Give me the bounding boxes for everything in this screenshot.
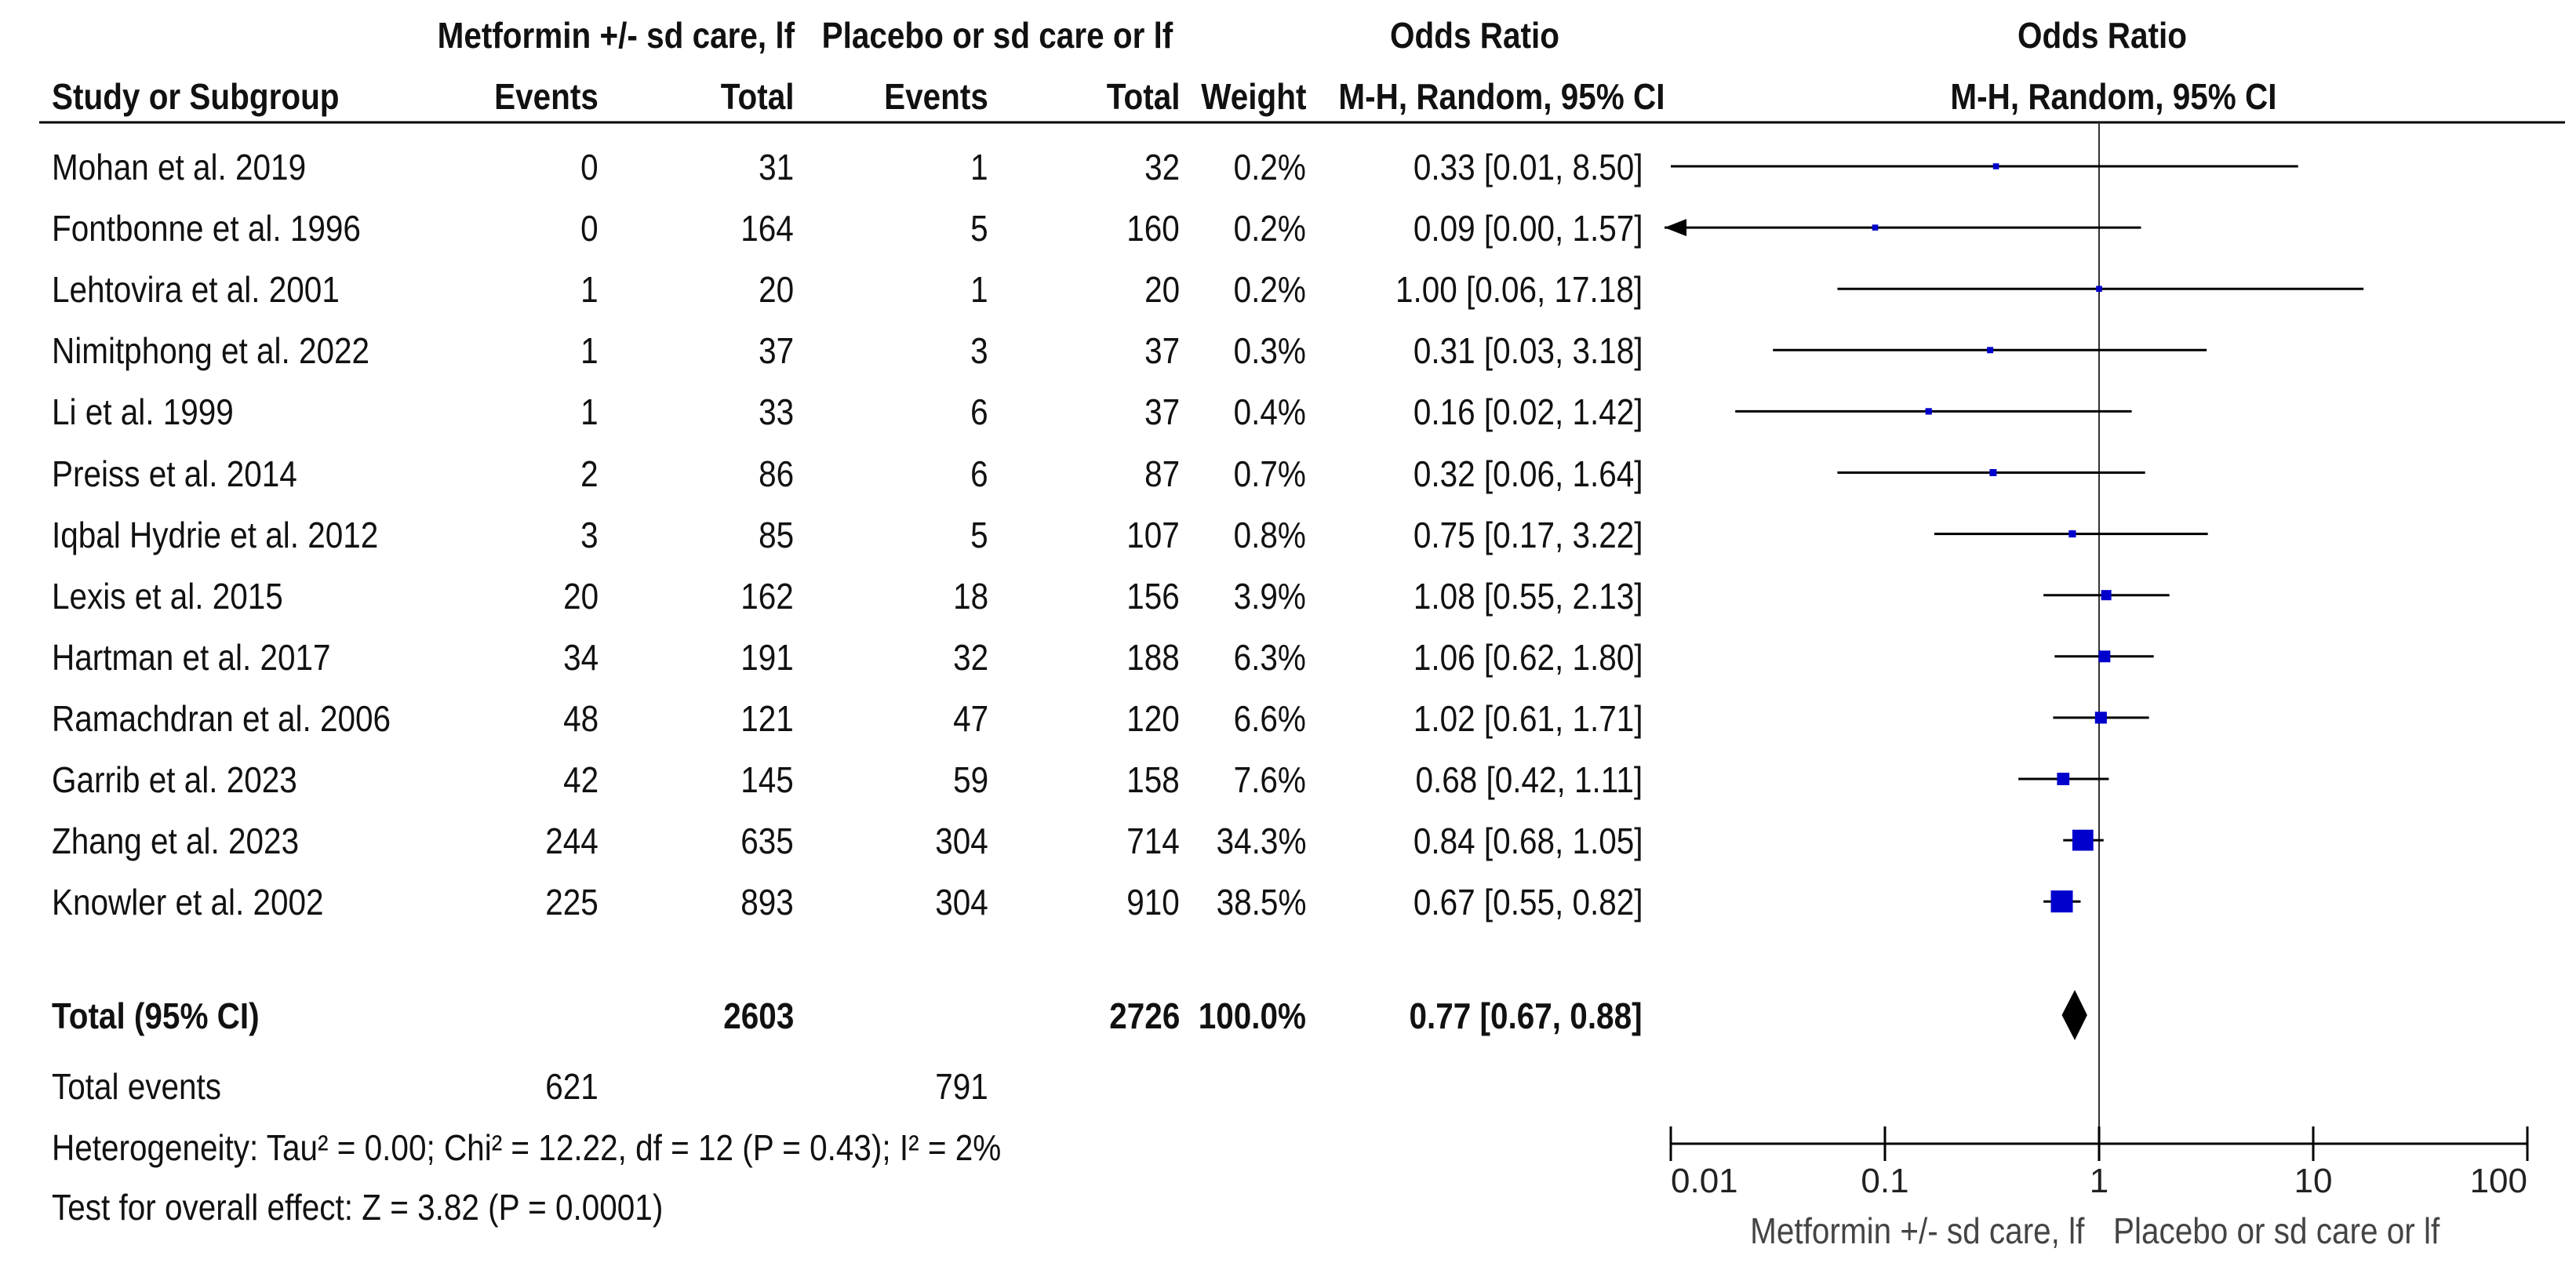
overall-effect-text: Test for overall effect: Z = 3.82 (P = 0.0001) [52,1187,664,1228]
xlabel-left: Metformin +/- sd care, lf [1749,1210,2084,1251]
study-marker [2072,830,2094,851]
total-group2: 714 [1126,821,1180,862]
study-ci-text: 1.00 [0.06, 17.18] [1395,269,1643,311]
study-name: Lexis et al. 2015 [52,575,283,617]
x-tick-label: 100 [2469,1162,2527,1200]
study-name: Mohan et al. 2019 [52,147,307,187]
events-group2: 6 [970,453,988,494]
total-group1: 85 [758,514,794,555]
study-ci-text: 0.68 [0.42, 1.11] [1415,759,1643,800]
study-weight: 0.4% [1233,391,1306,433]
events-group2: 5 [970,208,988,249]
total-group2: 158 [1126,759,1180,800]
study-ci-text: 0.84 [0.68, 1.05] [1413,821,1643,862]
study-name: Preiss et al. 2014 [52,453,297,494]
or-plot-title: Odds Ratio [2018,15,2187,56]
events-group1: 1 [580,391,599,433]
total-group1: 893 [740,882,794,923]
column-header-study: Study or Subgroup [52,76,340,117]
study-marker [1993,163,1999,169]
total-events-group2: 791 [935,1066,988,1107]
x-tick-label: 1 [2089,1162,2109,1200]
total-group1: 635 [740,821,794,862]
study-weight: 6.3% [1233,636,1306,678]
study-weight: 38.5% [1216,882,1306,923]
total-weight: 100.0% [1198,995,1306,1036]
events-group1: 1 [580,269,599,311]
study-name: Zhang et al. 2023 [52,821,300,862]
events-group1: 20 [562,575,599,617]
study-marker [2101,590,2112,600]
total-group2: 910 [1126,882,1180,923]
study-marker [1989,469,1996,476]
total-events-label: Total events [52,1066,222,1107]
study-weight: 6.6% [1233,697,1306,739]
events-group1: 48 [562,697,599,739]
study-name: Li et al. 1999 [52,391,234,433]
total-group1: 31 [758,147,794,187]
total-ci-text: 0.77 [0.67, 0.88] [1409,995,1643,1036]
total-group1: 121 [740,697,794,739]
study-marker [2051,890,2073,912]
total-group1: 20 [758,269,794,311]
total-group2: 107 [1126,514,1180,555]
column-header-total2: Total [1106,76,1180,117]
events-group1: 0 [580,208,599,249]
x-tick-label: 0.01 [1671,1162,1738,1200]
total-label: Total (95% CI) [52,995,260,1036]
total-group1: 86 [758,453,794,494]
study-name: Nimitphong et al. 2022 [52,330,370,372]
study-weight: 0.3% [1233,330,1306,372]
total-group2: 37 [1144,330,1180,372]
study-weight: 7.6% [1233,759,1306,800]
events-group2: 1 [970,269,988,311]
or-plot-subtitle: M-H, Random, 95% CI [1950,76,2277,117]
events-group1: 1 [580,330,599,372]
events-group2: 59 [952,759,988,800]
total-group2: 87 [1144,453,1180,494]
study-weight: 0.7% [1233,453,1306,494]
column-header-events2: Events [884,76,988,117]
total-participants-group2: 2726 [1108,995,1180,1036]
study-name: Knowler et al. 2002 [52,882,324,923]
total-group1: 37 [758,330,794,372]
study-weight: 0.8% [1233,514,1306,555]
total-group2: 37 [1144,391,1180,433]
events-group2: 304 [935,882,988,923]
study-weight: 34.3% [1216,821,1306,862]
study-weight: 0.2% [1233,269,1306,311]
total-diamond [2062,990,2087,1040]
study-ci-text: 0.32 [0.06, 1.64] [1413,453,1643,494]
or-text-title: Odds Ratio [1390,15,1559,56]
events-group2: 304 [935,821,988,862]
study-ci-text: 0.67 [0.55, 0.82] [1413,882,1643,923]
x-tick-label: 10 [2294,1162,2333,1200]
or-text-subtitle: M-H, Random, 95% CI [1338,76,1665,117]
events-group2: 18 [952,575,988,617]
study-name: Lehtovira et al. 2001 [52,269,340,311]
study-ci-text: 0.33 [0.01, 8.50] [1413,147,1643,187]
column-header-events1: Events [494,76,599,117]
study-name: Garrib et al. 2023 [52,759,297,800]
study-name: Iqbal Hydrie et al. 2012 [52,514,379,555]
xlabel-right: Placebo or sd care or lf [2113,1210,2440,1251]
total-group2: 156 [1126,575,1180,617]
events-group1: 2 [580,453,599,494]
study-ci-text: 1.08 [0.55, 2.13] [1413,575,1643,617]
events-group1: 225 [545,882,599,923]
total-group1: 191 [740,636,794,678]
events-group2: 6 [970,391,988,433]
total-group1: 33 [758,391,794,433]
events-group1: 0 [580,147,599,187]
group2-title: Placebo or sd care or lf [821,15,1173,56]
study-weight: 0.2% [1233,147,1306,187]
events-group2: 47 [952,697,988,739]
heterogeneity-text: Heterogeneity: Tau² = 0.00; Chi² = 12.22, df = 12 (P = 0.43); I² = 2% [52,1127,1002,1168]
study-weight: 0.2% [1233,208,1306,249]
study-marker [1926,408,1932,414]
study-marker [2095,711,2107,723]
study-ci-text: 0.75 [0.17, 3.22] [1413,514,1643,555]
events-group2: 3 [970,330,988,372]
events-group1: 244 [545,821,599,862]
study-ci-text: 0.09 [0.00, 1.57] [1413,208,1643,249]
total-group2: 188 [1126,636,1180,678]
study-marker [2096,286,2102,292]
total-group2: 120 [1126,697,1180,739]
events-group2: 32 [952,636,988,678]
events-group2: 1 [970,147,988,187]
events-group2: 5 [970,514,988,555]
study-marker [1872,224,1879,231]
total-group2: 32 [1144,147,1180,187]
study-ci-text: 0.16 [0.02, 1.42] [1413,391,1643,433]
study-marker [2057,773,2069,785]
column-header-weight: Weight [1200,76,1306,117]
ci-arrow [1665,219,1686,236]
study-name: Hartman et al. 2017 [52,636,331,678]
total-participants-group1: 2603 [722,995,794,1036]
total-group2: 160 [1126,208,1180,249]
study-ci-text: 1.02 [0.61, 1.71] [1413,697,1643,739]
group1-title: Metformin +/- sd care, lf [437,15,795,56]
column-header-total1: Total [720,76,794,117]
total-group1: 145 [740,759,794,800]
study-marker [2098,650,2110,662]
study-marker [2068,530,2076,537]
events-group1: 42 [562,759,599,800]
total-events-group1: 621 [545,1066,599,1107]
x-tick-label: 0.1 [1861,1162,1909,1200]
total-group2: 20 [1144,269,1180,311]
study-ci-text: 1.06 [0.62, 1.80] [1413,636,1643,678]
study-ci-text: 0.31 [0.03, 3.18] [1413,330,1643,372]
total-group1: 164 [740,208,794,249]
study-marker [1987,347,1993,353]
study-name: Ramachdran et al. 2006 [52,697,391,739]
events-group1: 34 [562,636,599,678]
events-group1: 3 [580,514,599,555]
study-name: Fontbonne et al. 1996 [52,208,361,249]
study-weight: 3.9% [1233,575,1306,617]
total-group1: 162 [740,575,794,617]
